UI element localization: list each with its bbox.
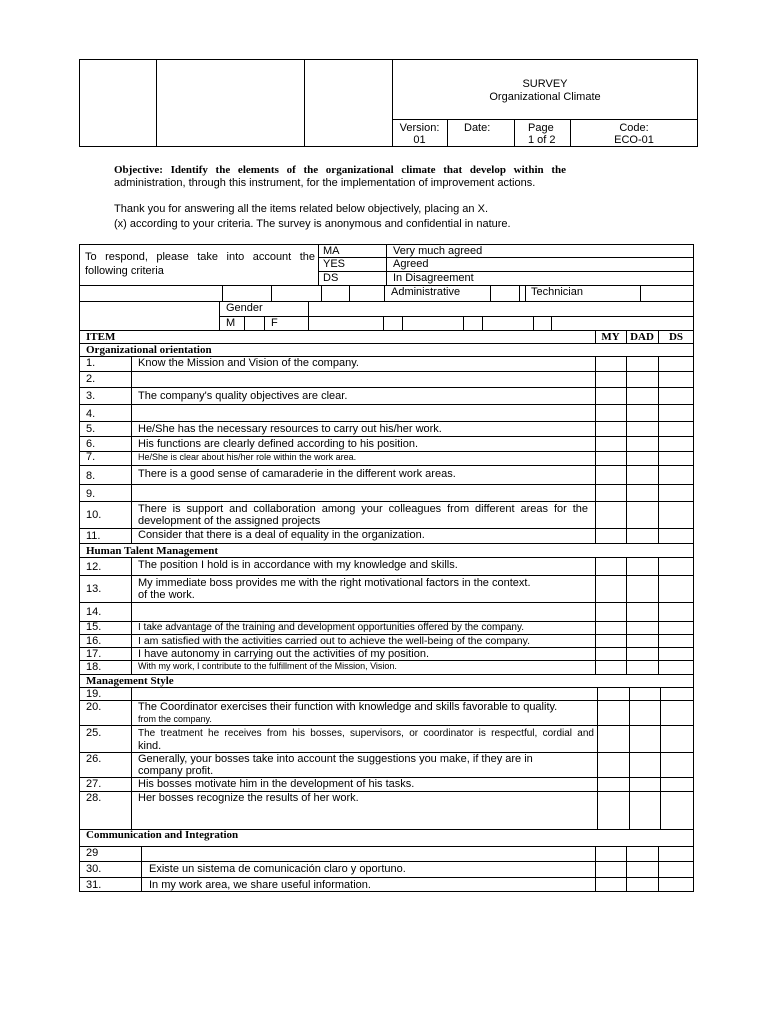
item-text: In my work area, we share useful information. xyxy=(149,879,371,891)
criteria-divider xyxy=(219,316,694,317)
header-divider xyxy=(304,59,305,147)
table-rule xyxy=(79,421,694,422)
item-number: 20. xyxy=(86,701,102,713)
version-label: Version: xyxy=(399,122,440,134)
item-number: 10. xyxy=(86,509,102,521)
item-text-continued: from the company. xyxy=(138,714,212,724)
table-rule xyxy=(595,846,596,892)
table-rule xyxy=(131,687,132,829)
item-number: 8. xyxy=(86,470,96,482)
table-rule xyxy=(79,557,694,558)
column-header-ds: DS xyxy=(668,331,684,343)
item-number: 16. xyxy=(86,635,102,647)
criteria-divider xyxy=(219,301,220,331)
item-text: I take advantage of the training and development opportunities offered by the company. xyxy=(138,622,525,633)
date-label: Date: xyxy=(464,122,491,134)
table-rule xyxy=(79,404,694,405)
item-number: 6. xyxy=(86,438,96,450)
criteria-divider xyxy=(384,285,385,301)
item-text: Her bosses recognize the results of her work. xyxy=(138,792,359,804)
criteria-divider xyxy=(271,285,272,301)
item-number: 17. xyxy=(86,648,102,660)
item-text: Know the Mission and Vision of the company. xyxy=(138,357,359,369)
item-number: 29 xyxy=(86,847,99,859)
header-divider xyxy=(392,119,698,120)
table-rule xyxy=(79,387,694,388)
objective-text-continued: administration, through this instrument, for the implementation of improvement actions. xyxy=(114,177,536,189)
table-rule xyxy=(626,356,627,543)
table-rule xyxy=(658,356,659,543)
item-number: 25. xyxy=(86,727,102,739)
table-rule xyxy=(79,687,694,688)
criteria-divider xyxy=(640,285,641,301)
item-number: 12. xyxy=(86,561,102,573)
gender-label: Gender xyxy=(226,302,263,314)
item-text: I am satisfied with the activities carried out to achieve the well-being of the company. xyxy=(138,635,531,647)
item-number: 15. xyxy=(86,621,102,633)
table-rule xyxy=(595,356,596,543)
item-text-continued: company profit. xyxy=(138,765,214,777)
column-header-dad: DAD xyxy=(630,331,654,343)
scale-code-ma: MA xyxy=(323,245,340,257)
column-header-item: ITEM xyxy=(86,331,116,343)
criteria-divider xyxy=(533,316,534,331)
item-text: His functions are clearly defined according to his position. xyxy=(138,438,419,450)
criteria-divider xyxy=(222,285,223,301)
version-value: 01 xyxy=(413,134,426,146)
table-rule xyxy=(79,861,694,862)
item-text: He/She is clear about his/her role within the work area. xyxy=(138,452,357,462)
page-value: 1 of 2 xyxy=(528,134,556,146)
table-rule xyxy=(79,602,694,603)
survey-title: SURVEY xyxy=(522,78,568,90)
survey-subtitle: Organizational Climate xyxy=(489,91,601,103)
table-rule xyxy=(79,846,694,847)
table-rule xyxy=(79,877,694,878)
criteria-divider xyxy=(79,301,694,302)
item-number: 26. xyxy=(86,753,102,765)
table-rule xyxy=(79,501,694,502)
column-header-my: MY xyxy=(601,331,620,343)
criteria-divider xyxy=(244,316,245,331)
item-text: I have autonomy in carrying out the activities of my position. xyxy=(138,648,430,660)
table-rule xyxy=(660,687,661,829)
criteria-divider xyxy=(525,285,526,301)
criteria-divider xyxy=(318,244,319,285)
item-number: 19. xyxy=(86,688,102,700)
scale-meaning-ma: Very much agreed xyxy=(393,245,483,257)
criteria-divider xyxy=(519,285,520,301)
scale-meaning-ds: In Disagreement xyxy=(393,272,474,284)
item-text-continued: development of the assigned projects xyxy=(138,515,321,527)
table-rule xyxy=(626,846,627,892)
table-rule xyxy=(141,846,142,892)
item-number: 31. xyxy=(86,879,102,891)
criteria-divider xyxy=(318,271,694,272)
header-divider xyxy=(514,119,515,147)
criteria-divider xyxy=(551,316,552,331)
table-rule xyxy=(629,687,630,829)
code-label: Code: xyxy=(619,122,649,134)
scale-code-ds: DS xyxy=(323,272,339,284)
thanks-text-continued: (x) according to your criteria. The survey is anonymous and confidential in nature. xyxy=(114,218,511,230)
criteria-divider xyxy=(463,316,464,331)
criteria-divider xyxy=(318,257,694,258)
criteria-divider xyxy=(308,301,309,331)
criteria-divider xyxy=(402,316,403,331)
item-text: There is a good sense of camaraderie in the different work areas. xyxy=(138,468,456,480)
header-divider xyxy=(156,59,157,147)
item-number: 28. xyxy=(86,792,102,804)
gender-female: F xyxy=(271,317,278,329)
criteria-divider xyxy=(264,316,265,331)
criteria-divider xyxy=(79,285,694,286)
item-text-continued: of the work. xyxy=(138,589,195,601)
item-text: His bosses motivate him in the development of his tasks. xyxy=(138,778,415,790)
table-rule xyxy=(658,846,659,892)
criteria-divider xyxy=(490,285,491,301)
item-text: The position I hold is in accordance with my knowledge and skills. xyxy=(138,559,458,571)
item-text: The company's quality objectives are clear. xyxy=(138,390,348,402)
criteria-divider xyxy=(321,285,322,301)
item-number: 7. xyxy=(86,451,96,463)
table-rule xyxy=(79,543,694,544)
section-heading: Management Style xyxy=(86,675,174,687)
gender-male: M xyxy=(226,317,236,329)
item-text: My immediate boss provides me with the right motivational factors in the context. xyxy=(138,577,531,589)
table-rule xyxy=(79,484,694,485)
thanks-text: Thank you for answering all the items related below objectively, placing an X. xyxy=(114,203,488,215)
table-rule xyxy=(79,575,694,576)
section-heading: Communication and Integration xyxy=(86,829,239,841)
section-heading: Organizational orientation xyxy=(86,344,212,356)
item-number: 9. xyxy=(86,488,96,500)
table-rule xyxy=(79,465,694,466)
item-text: Consider that there is a deal of equality in the organization. xyxy=(138,529,425,541)
technician-label: Technician xyxy=(531,286,583,298)
scale-meaning-yes: Agreed xyxy=(393,258,429,270)
code-value: ECO-01 xyxy=(614,134,654,146)
item-number: 27. xyxy=(86,778,102,790)
item-number: 13. xyxy=(86,583,102,595)
table-rule xyxy=(79,371,694,372)
item-text: With my work, I contribute to the fulfillment of the Mission, Vision. xyxy=(138,661,397,671)
item-number: 4. xyxy=(86,408,96,420)
item-number: 5. xyxy=(86,423,96,435)
item-number: 2. xyxy=(86,373,96,385)
item-number: 18. xyxy=(86,661,102,673)
header-divider xyxy=(447,119,448,147)
criteria-instruction: To respond, please take into account the xyxy=(85,251,315,263)
item-number: 11. xyxy=(86,530,101,542)
table-rule xyxy=(79,725,694,726)
table-rule xyxy=(597,687,598,829)
item-text: The Coordinator exercises their function with knowledge and skills favorable to quality. xyxy=(138,701,558,713)
item-number: 30. xyxy=(86,863,102,875)
item-text-continued: kind. xyxy=(138,740,162,752)
items-table xyxy=(79,330,694,892)
table-rule xyxy=(131,356,132,543)
scale-code-yes: YES xyxy=(323,258,346,270)
table-rule xyxy=(79,436,694,437)
item-number: 14. xyxy=(86,606,102,618)
item-text: There is support and collaboration among your colleagues from different areas for the xyxy=(138,503,588,515)
objective-text: Objective: Identify the elements of the organizational climate that develop within the xyxy=(114,164,566,176)
criteria-divider xyxy=(383,316,384,331)
item-text: The treatment he receives from his bosses, supervisors, or coordinator is respectful, cordial and xyxy=(138,728,594,739)
criteria-divider xyxy=(349,285,350,301)
item-text: He/She has the necessary resources to carry out his/her work. xyxy=(138,423,442,435)
criteria-divider xyxy=(386,244,387,285)
item-text: Generally, your bosses take into account the suggestions you make, if they are in xyxy=(138,753,533,765)
administrative-label: Administrative xyxy=(391,286,461,298)
item-number: 1. xyxy=(86,357,96,369)
section-heading: Human Talent Management xyxy=(86,545,219,557)
criteria-divider xyxy=(482,316,483,331)
page-label: Page xyxy=(528,122,554,134)
criteria-instruction-continued: following criteria xyxy=(85,265,164,277)
item-text: Existe un sistema de comunicación claro y oportuno. xyxy=(149,863,406,875)
item-number: 3. xyxy=(86,390,96,402)
